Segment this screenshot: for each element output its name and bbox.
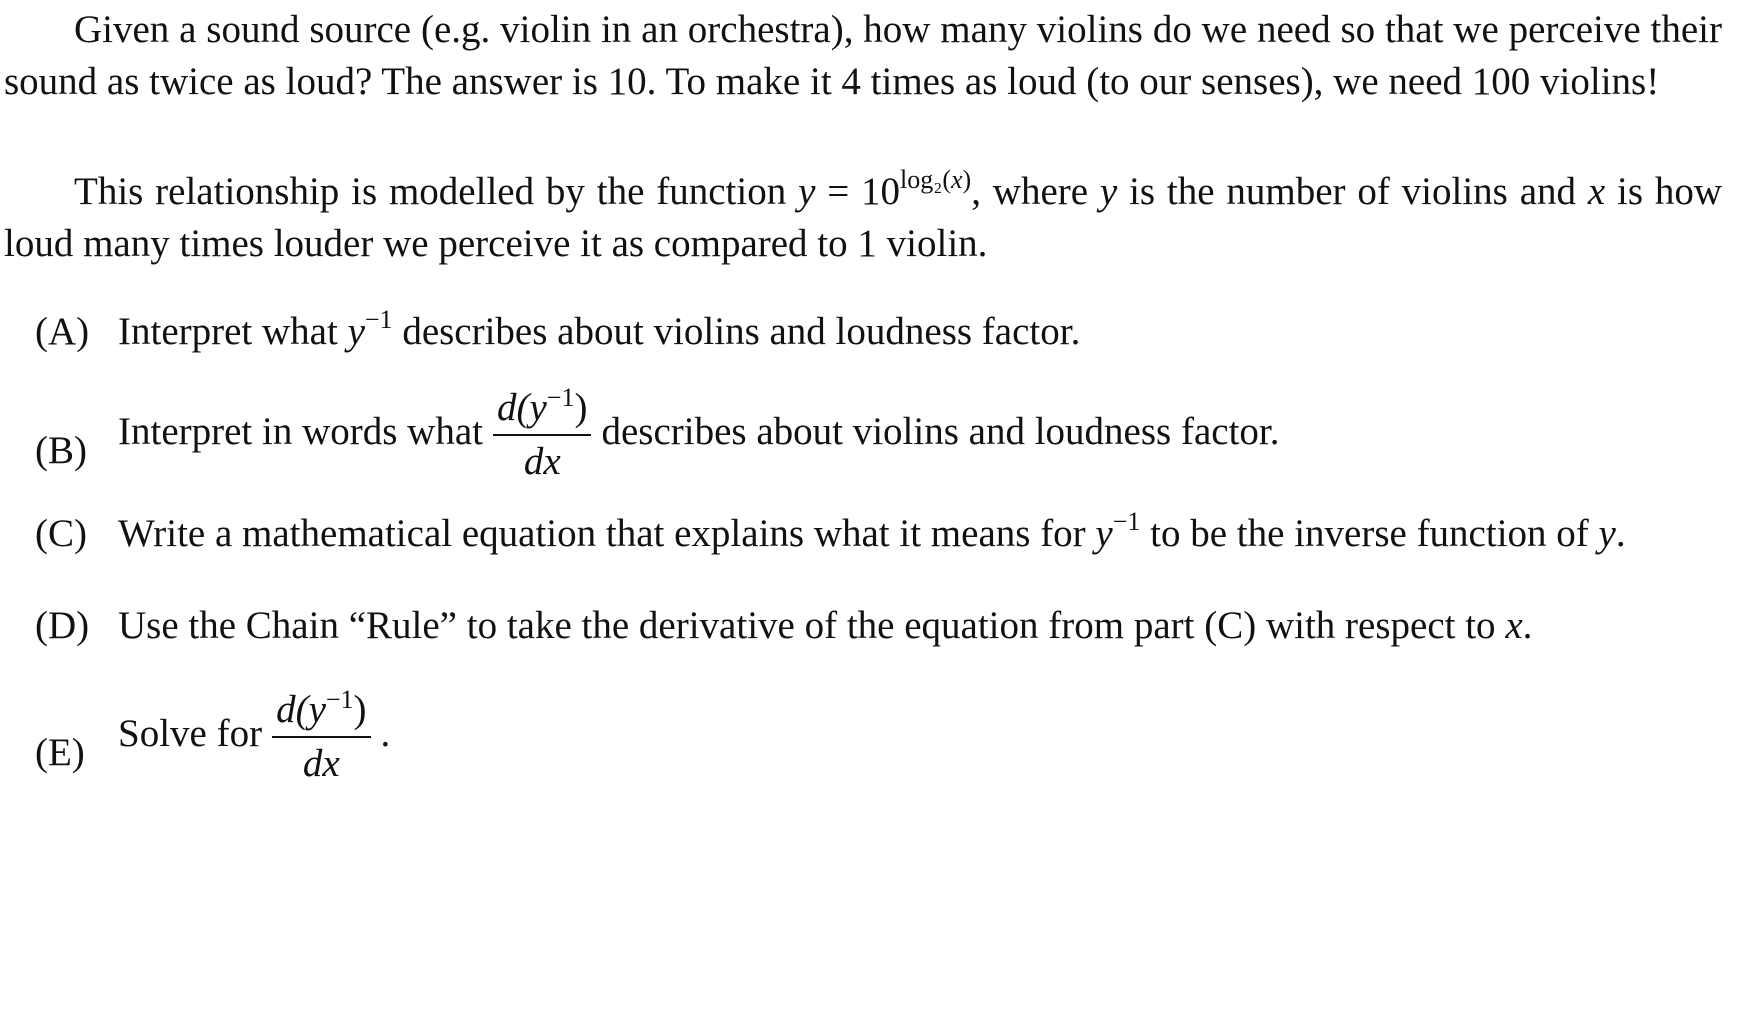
question-c-label: (C) — [35, 512, 87, 555]
question-b-numerator — [493, 384, 591, 436]
question-b — [4, 384, 1722, 486]
question-b-denominator: dx — [523, 440, 561, 483]
var-x: x — [1587, 170, 1606, 213]
p2-before: This relationship is modelled by the function — [74, 170, 799, 213]
intro-paragraph-1 — [4, 4, 1722, 108]
p2-after: is how loud many times louder we perceive it as compared to 1 violin. — [4, 170, 1723, 265]
question-e-before: Solve for — [118, 711, 263, 755]
question-c-before: Write a mathematical equation that explains what it means for — [118, 512, 1096, 555]
question-c-mid: to be the inverse function of — [1140, 512, 1599, 555]
exponent — [900, 165, 971, 194]
document-page — [4, 4, 1722, 788]
question-e-num-close: ) — [353, 688, 367, 731]
question-c-after: . — [1615, 512, 1626, 555]
question-c-var: y — [1095, 512, 1113, 555]
question-c — [4, 508, 1722, 560]
question-d-label: (D) — [35, 604, 90, 647]
question-c-sup: −1 — [1112, 507, 1141, 536]
question-e-fraction — [272, 686, 370, 788]
question-a-var: y — [347, 310, 365, 353]
question-c-var-2: y — [1598, 512, 1616, 555]
question-b-fraction — [493, 384, 591, 486]
exponent-log: log₂( — [900, 165, 951, 194]
question-e — [4, 686, 1722, 788]
question-b-num-close: ) — [574, 386, 588, 429]
p2-equals-ten: = 10 — [815, 170, 901, 213]
exponent-close: ) — [962, 165, 972, 194]
question-a — [4, 306, 1722, 358]
question-a-before: Interpret what — [118, 310, 348, 353]
question-e-after: . — [380, 711, 391, 755]
exponent-var-x: x — [951, 165, 963, 194]
intro-paragraph-2 — [4, 166, 1722, 270]
question-e-num-open: d( — [276, 688, 309, 731]
question-b-num-sup: −1 — [546, 383, 575, 412]
var-y-2: y — [1099, 170, 1118, 213]
question-e-num-var: y — [308, 688, 326, 731]
question-e-numerator — [272, 686, 370, 738]
question-b-before: Interpret in words what — [118, 409, 483, 453]
question-d-after: . — [1522, 604, 1533, 647]
question-a-after: describes about violins and loudness factor. — [392, 310, 1081, 353]
question-b-after: describes about violins and loudness factor. — [601, 409, 1280, 453]
question-d-before: Use the Chain “Rule” to take the derivative of the equation from part (C) with respect to — [118, 604, 1506, 647]
p2-mid-2: is the number of violins and — [1117, 170, 1588, 213]
question-e-label: (E) — [35, 731, 85, 774]
question-e-denominator: dx — [302, 742, 340, 785]
var-y: y — [798, 170, 816, 213]
intro-text-1: Given a sound source (e.g. violin in an orchestra), how many violins do we need so that we perceive their sound as twice as loud? The answer is 10. To make it 4 times as loud (to our senses), we need 100 violins! — [4, 8, 1722, 103]
question-b-label: (B) — [35, 429, 87, 472]
question-a-label: (A) — [35, 310, 90, 353]
question-e-num-sup: −1 — [325, 685, 354, 714]
question-d — [4, 600, 1722, 652]
p2-mid-1: , where — [971, 170, 1100, 213]
question-b-num-open: d( — [496, 386, 530, 429]
question-a-sup: −1 — [364, 305, 393, 334]
question-list — [4, 306, 1722, 788]
question-b-num-var: y — [529, 386, 547, 429]
question-d-var: x — [1505, 604, 1523, 647]
